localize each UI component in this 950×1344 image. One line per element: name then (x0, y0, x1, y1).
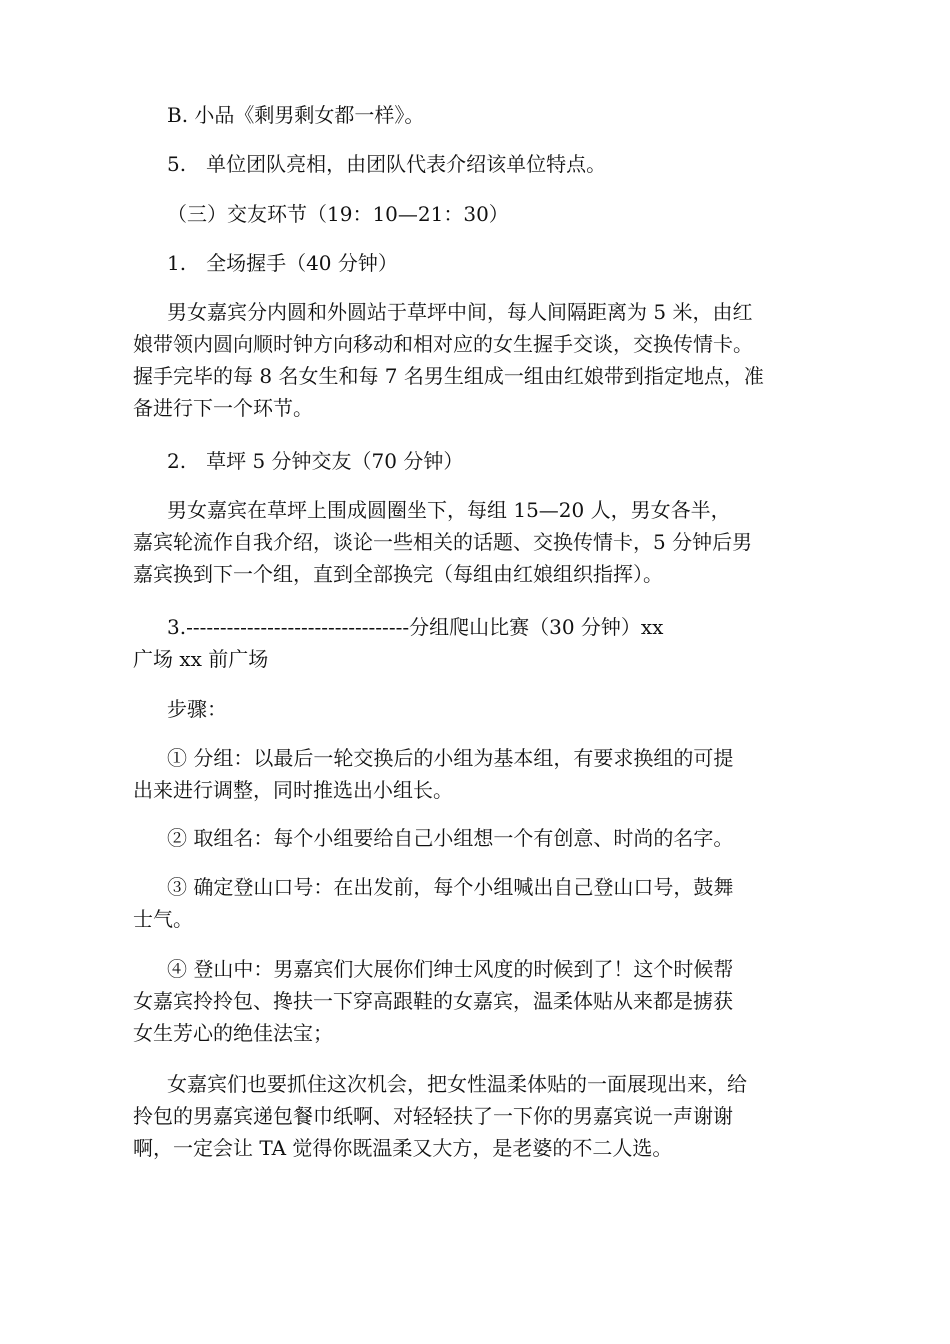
text-line: 1. 全场握手（40 分钟） (167, 251, 398, 275)
text-line: 5. 单位团队亮相，由团队代表介绍该单位特点。 (167, 152, 607, 176)
text-line: 嘉宾换到下一个组，直到全部换完（每组由红娘组织指挥）。 (133, 562, 663, 586)
paragraph-steps-heading (133, 693, 823, 725)
section-heading-3 (133, 198, 823, 230)
text-line: 3.---------------------------------分组爬山比赛（30 分钟）xx (167, 615, 664, 639)
text-line: 2. 草坪 5 分钟交友（70 分钟） (167, 449, 464, 473)
text-line: 男女嘉宾分内圆和外圆站于草坪中间，每人间隔距离为 5 米，由红 (167, 300, 753, 324)
paragraph-item-2 (133, 445, 823, 477)
paragraph-item-5 (133, 148, 823, 180)
paragraph-item-1 (133, 247, 823, 279)
paragraph-step-2 (133, 822, 823, 854)
text-line: 女嘉宾们也要抓住这次机会，把女性温柔体贴的一面展现出来，给 (167, 1072, 747, 1096)
text-line: 握手完毕的每 8 名女生和每 7 名男生组成一组由红娘带到指定地点，准 (133, 364, 764, 388)
text-line: B. 小品《剩男剩女都一样》。 (167, 103, 425, 127)
paragraph-handshake (133, 296, 823, 424)
text-line: 嘉宾轮流作自我介绍，谈论一些相关的话题、交换传情卡，5 分钟后男 (133, 530, 753, 554)
paragraph-step-3 (133, 871, 823, 935)
text-line: 士气。 (133, 907, 193, 931)
text-line: （三）交友环节（19：10—21：30） (167, 202, 509, 226)
text-line: ② 取组名：每个小组要给自己小组想一个有创意、时尚的名字。 (167, 826, 734, 850)
text-line: 广场 xx 前广场 (133, 647, 269, 671)
text-line: ① 分组：以最后一轮交换后的小组为基本组，有要求换组的可提 (167, 746, 734, 770)
paragraph-lawn-chat (133, 494, 823, 590)
text-line: 女嘉宾拎拎包、搀扶一下穿高跟鞋的女嘉宾，温柔体贴从来都是掳获 (133, 989, 733, 1013)
text-line: 啊，一定会让 TA 觉得你既温柔又大方，是老婆的不二人选。 (133, 1136, 673, 1160)
paragraph-female-guests (133, 1068, 823, 1164)
text-line: 备进行下一个环节。 (133, 396, 313, 420)
paragraph-step-1 (133, 742, 823, 806)
text-line: ④ 登山中：男嘉宾们大展你们绅士风度的时候到了！这个时候帮 (167, 957, 734, 981)
text-line: 拎包的男嘉宾递包餐巾纸啊、对轻轻扶了一下你的男嘉宾说一声谢谢 (133, 1104, 733, 1128)
paragraph-item-3 (133, 611, 823, 675)
text-line: 娘带领内圆向顺时钟方向移动和相对应的女生握手交谈，交换传情卡。 (133, 332, 753, 356)
text-line: 女生芳心的绝佳法宝； (133, 1021, 333, 1045)
text-line: 男女嘉宾在草坪上围成圆圈坐下，每组 15—20 人，男女各半， (167, 498, 731, 522)
text-line: 出来进行调整，同时推选出小组长。 (133, 778, 453, 802)
text-line: ③ 确定登山口号：在出发前，每个小组喊出自己登山口号，鼓舞 (167, 875, 734, 899)
paragraph-step-4 (133, 953, 823, 1049)
paragraph-b-skit (133, 99, 823, 131)
text-line: 步骤： (167, 697, 227, 721)
